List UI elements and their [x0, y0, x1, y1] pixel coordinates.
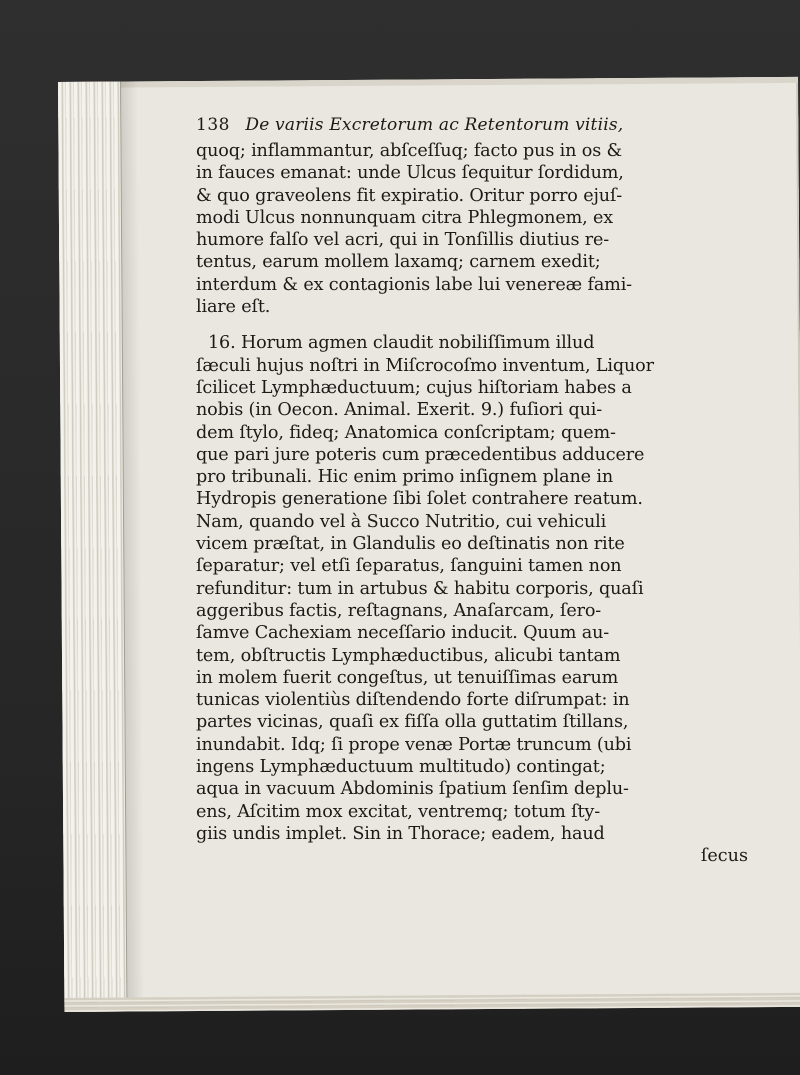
binding-gutter — [58, 82, 127, 1012]
text-line: aqua in vacuum Abdominis ſpatium ſenſim deplu- — [196, 779, 629, 800]
text-block — [196, 114, 756, 867]
text-line: nobis (in Oecon. Animal. Exerit. 9.) fuſiori qui- — [196, 400, 603, 421]
text-line: tem, obſtructis Lymphæductibus, alicubi tantam — [196, 645, 621, 666]
text-line: tentus, earum mollem laxamq; carnem exedit; — [196, 252, 601, 273]
text-line: ſamve Cachexiam neceſſario inducit. Quum au- — [196, 623, 610, 644]
text-line: vicem præſtat, in Glandulis eo deſtinatis non rite — [196, 534, 625, 555]
catchword: ſecus — [700, 846, 748, 867]
text-line: modi Ulcus nonnunquam citra Phlegmonem, ex — [196, 207, 614, 228]
text-line: ingens Lymphæductuum multitudo) contingat; — [196, 757, 606, 778]
text-line: tunicas violentiùs diſtendendo forte diſrumpat: in — [196, 690, 630, 711]
text-line: Hydropis generatione ſibi ſolet contrahere reatum. — [196, 489, 643, 510]
text-line: Nam, quando vel à Succo Nutritio, cui vehiculi — [196, 511, 607, 532]
text-line: ſæculi hujus noſtri in Miſcrocoſmo inventum, Liquor — [196, 355, 654, 376]
text-line: inundabit. Idq; ſi prope venæ Portæ truncum (ubi — [196, 734, 632, 755]
running-title: De variis Excretorum ac Retentorum vitiis, — [245, 115, 624, 135]
paragraph-2 — [196, 332, 756, 845]
text-line: ſcilicet Lymphæductuum; cujus hiſtoriam habes a — [196, 377, 632, 398]
running-head — [196, 114, 756, 138]
page-top-edge — [58, 77, 798, 88]
paragraph-gap — [196, 318, 756, 332]
text-line: partes vicinas, quaſi ex fiſſa olla guttatim ſtillans, — [196, 712, 629, 733]
text-line: refunditur: tum in artubus & habitu corporis, quaſi — [196, 578, 644, 599]
text-line: ſeparatur; vel etſi ſeparatus, ſanguini tamen non — [196, 556, 622, 577]
text-line: interdum & ex contagionis labe lui venereæ fami- — [196, 274, 632, 295]
text-line: pro tribunali. Hic enim primo inſignem plane in — [196, 467, 614, 488]
text-line: giis undis implet. Sin in Thorace; eadem, haud — [196, 823, 605, 844]
paragraph-1 — [196, 140, 756, 318]
text-line: humore falſo vel acri, qui in Tonſillis diutius re- — [196, 230, 610, 251]
text-line: que pari jure poteris cum præcedentibus adducere — [196, 444, 645, 465]
text-line: dem ſtylo, fideq; Anatomica conſcriptam; quem- — [196, 422, 616, 443]
text-line: 16. Horum agmen claudit nobiliſſimum illud — [208, 333, 595, 354]
text-line: ens, Aſcitim mox excitat, ventremq; totum ſty- — [196, 801, 600, 822]
page-number: 138 — [196, 115, 230, 135]
text-line: liare eſt. — [196, 297, 271, 318]
text-line: quoq; inflammantur, abſceſſuq; facto pus in os & — [196, 141, 623, 161]
text-line: & quo graveolens fit expiratio. Oritur porro ejuſ- — [196, 185, 623, 206]
text-line: in molem fuerit congeſtus, ut tenuiſſimas earum — [196, 667, 619, 688]
page-bottom-edge — [64, 993, 800, 1012]
text-line: aggeribus factis, reſtagnans, Anaſarcam, ſero- — [196, 600, 602, 621]
text-line: in fauces emanat: unde Ulcus ſequitur ſordidum, — [196, 163, 624, 184]
